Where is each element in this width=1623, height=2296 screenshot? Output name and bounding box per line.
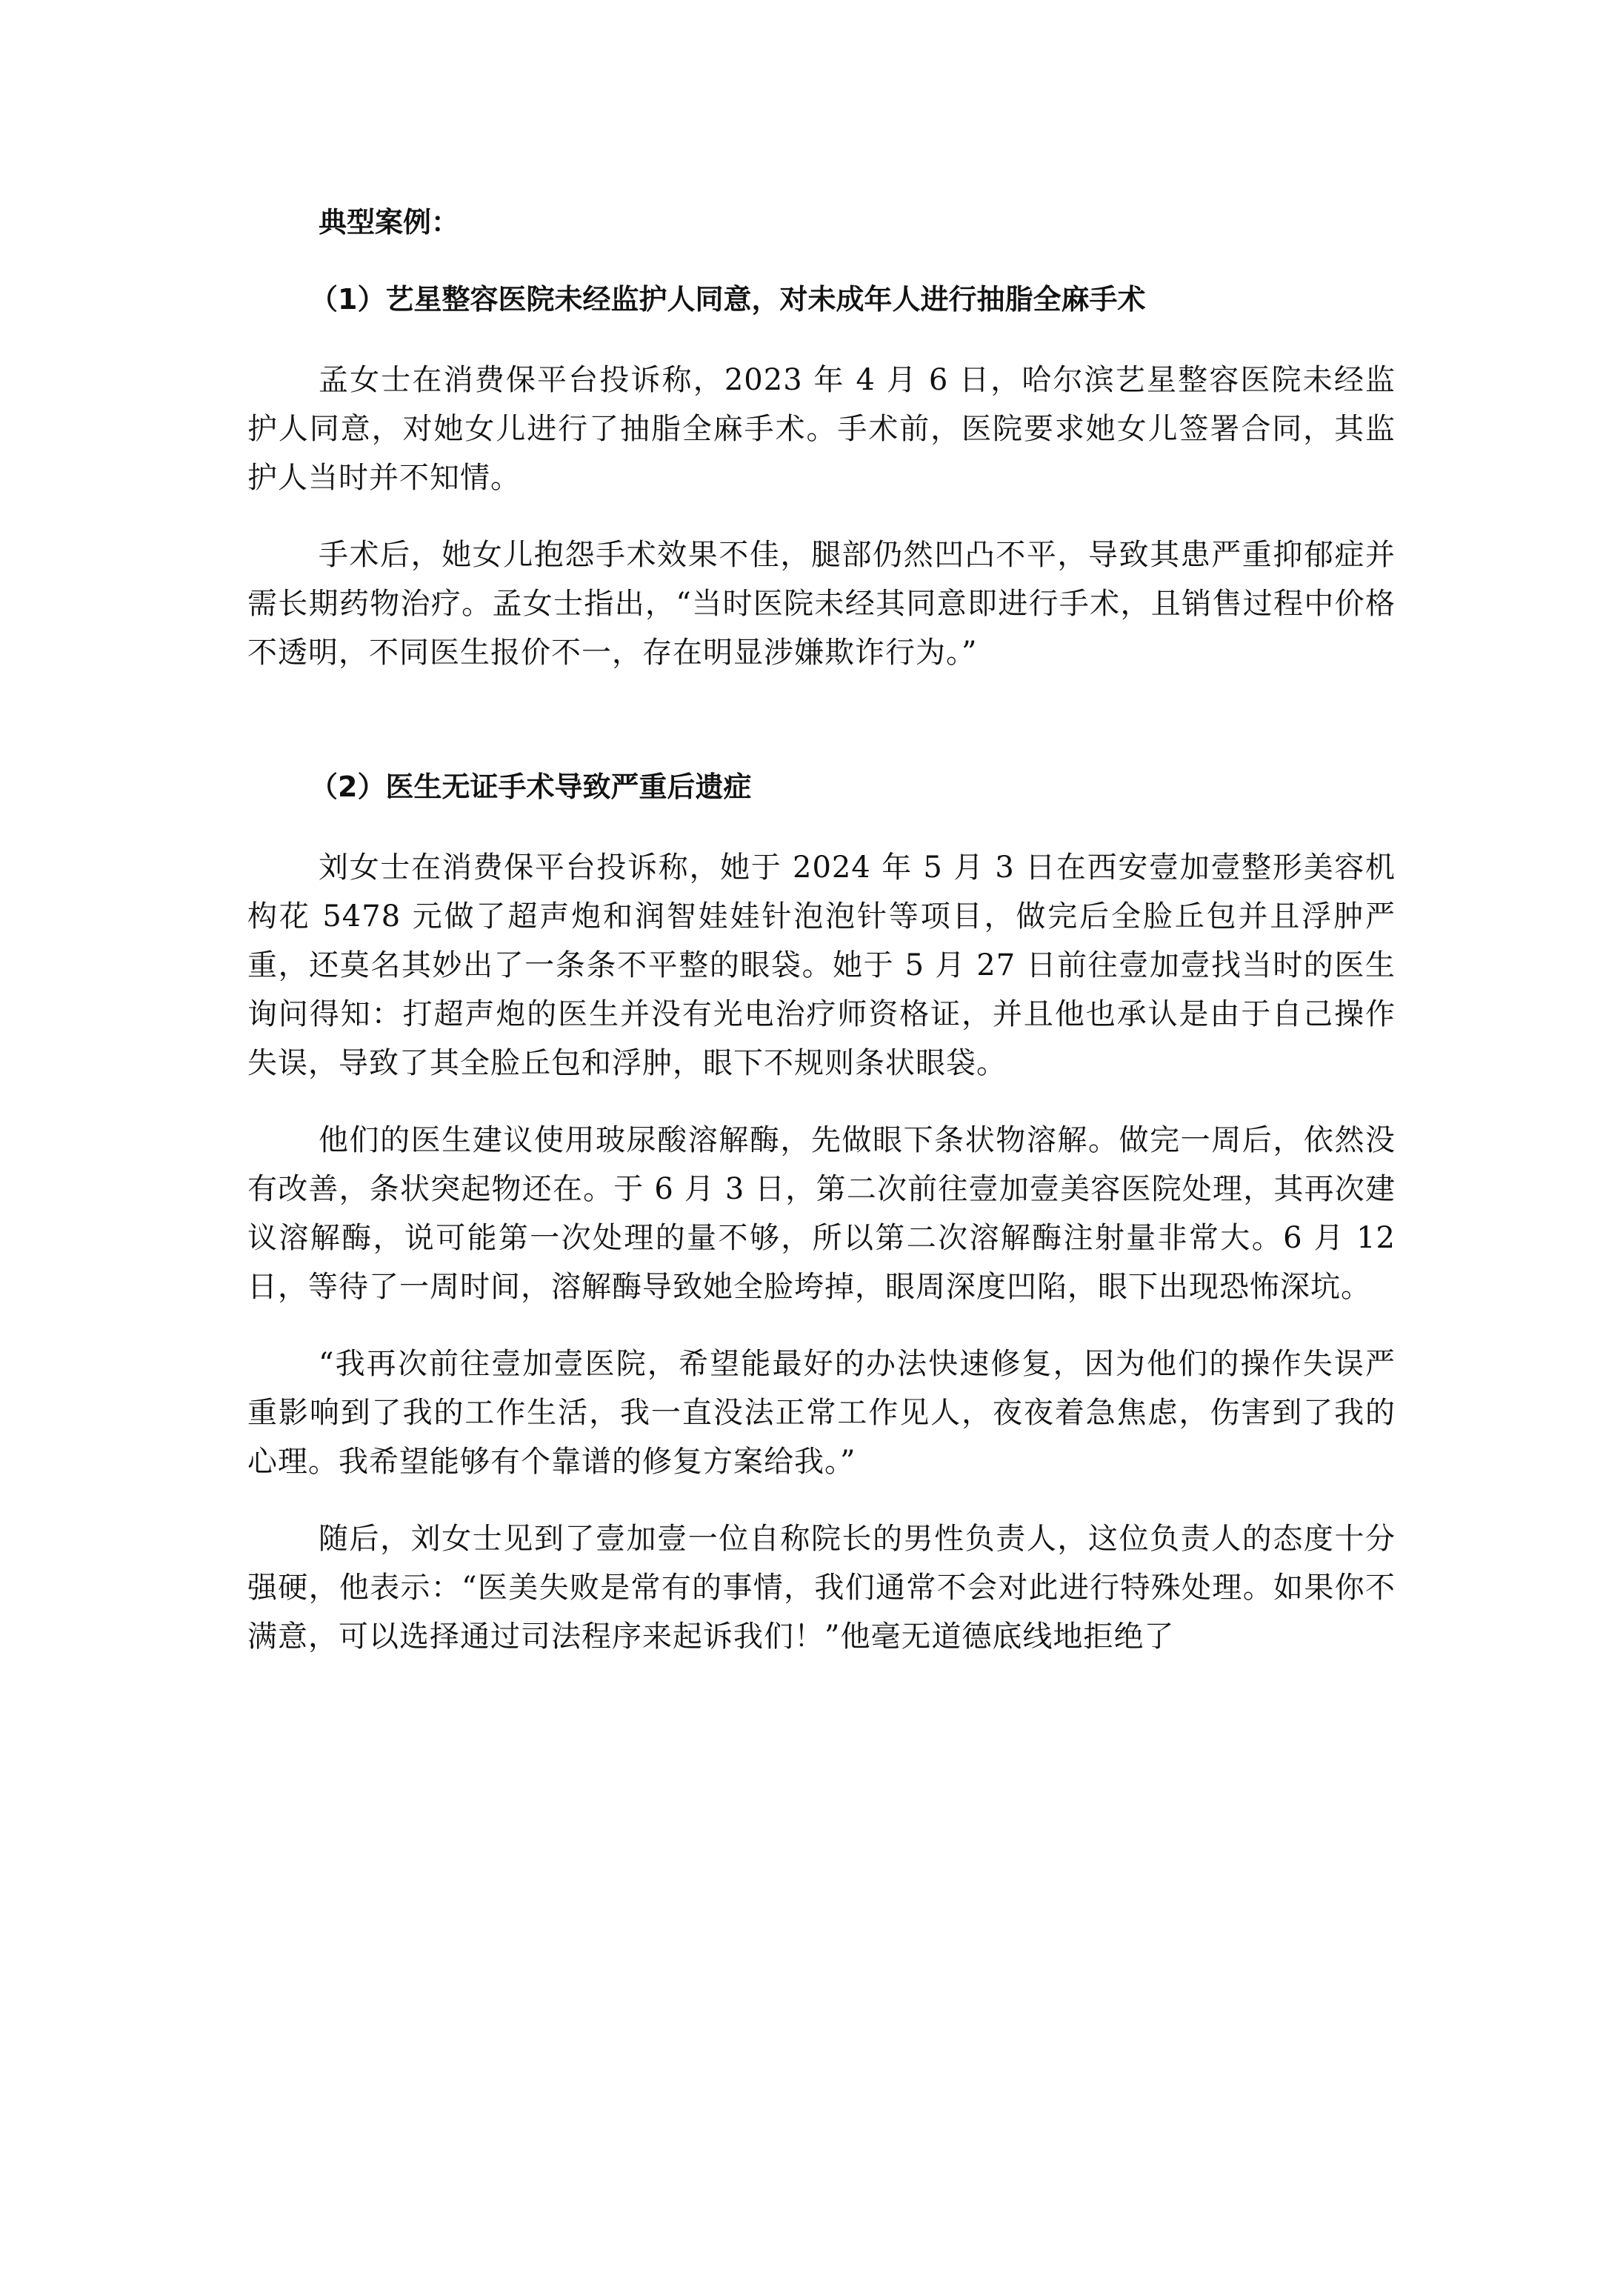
case-2-paragraph-4: 随后，刘女士见到了壹加壹一位自称院长的男性负责人，这位负责人的态度十分强硬，他表示：“医美失败是常有的事情，我们通常不会对此进行特殊处理。如果你不满意，可以选择通过司法程序来起诉我们！”他毫无道德底线地拒绝了 <box>247 1522 1396 1654</box>
case-2-paragraph-3: “我再次前往壹加壹医院，希望能最好的办法快速修复，因为他们的操作失误严重影响到了我的工作生活，我一直没法正常工作见人，夜夜着急焦虑，伤害到了我的心理。我希望能够有个靠谱的修复方案给我。” <box>247 1347 1396 1479</box>
section-title: 典型案例： <box>319 206 460 239</box>
document-page <box>247 200 1396 1689</box>
case-2-paragraph-2: 他们的医生建议使用玻尿酸溶解酶，先做眼下条状物溶解。做完一周后，依然没有改善，条状突起物还在。于 6 月 3 日，第二次前往壹加壹美容医院处理，其再次建议溶解酶，说可能第一次处理的量不够，所以第二次溶解酶注射量非常大。6 月 12 日，等待了一周时间，溶解酶导致她全脸垮掉，眼周深度凹陷，眼下出现恐怖深坑。 <box>247 1123 1396 1304</box>
case-1-paragraph-1: 孟女士在消费保平台投诉称，2023 年 4 月 6 日，哈尔滨艺星整容医院未经监护人同意，对她女儿进行了抽脂全麻手术。手术前，医院要求她女儿签署合同，其监护人当时并不知情。 <box>247 363 1396 495</box>
case-1-paragraph-2: 手术后，她女儿抱怨手术效果不佳，腿部仍然凹凸不平，导致其患严重抑郁症并需长期药物治疗。孟女士指出，“当时医院未经其同意即进行手术，且销售过程中价格不透明，不同医生报价不一，存在明显涉嫌欺诈行为。” <box>247 538 1396 670</box>
case-2-paragraph-1: 刘女士在消费保平台投诉称，她于 2024 年 5 月 3 日在西安壹加壹整形美容机构花 5478 元做了超声炮和润智娃娃针泡泡针等项目，做完后全脸丘包并且浮肿严重，还莫名其妙出了一条条不平整的眼袋。她于 5 月 27 日前往壹加壹找当时的医生询问得知：打超声炮的医生并没有光电治疗师资格证，并且他也承认是由于自己操作失误，导致了其全脸丘包和浮肿，眼下不规则条状眼袋。 <box>247 851 1396 1080</box>
case-1-heading: （1）艺星整容医院未经监护人同意，对未成年人进行抽脂全麻手术 <box>310 283 1146 316</box>
case-2-heading: （2）医生无证手术导致严重后遗症 <box>310 771 752 803</box>
